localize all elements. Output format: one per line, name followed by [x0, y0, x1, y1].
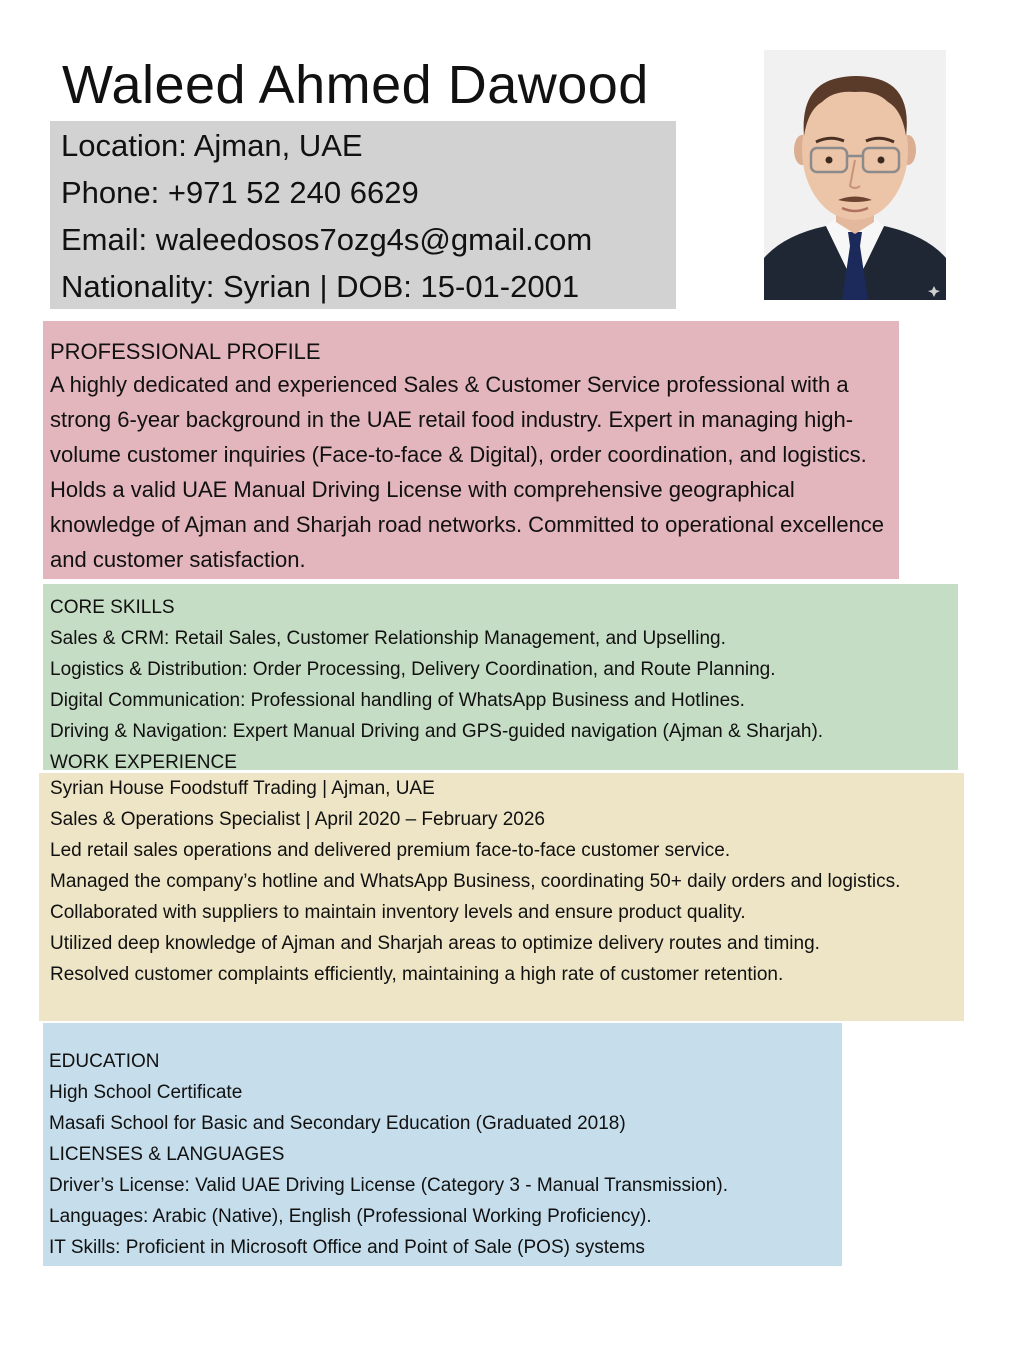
- education-school: Masafi School for Basic and Secondary Education (Graduated 2018): [49, 1113, 626, 1134]
- profile-photo: [764, 50, 946, 300]
- work-item: Collaborated with suppliers to maintain inventory levels and ensure product quality.: [50, 902, 746, 923]
- work-experience-section: [39, 773, 964, 1021]
- company-text: Syrian House Foodstuff Trading | Ajman, UAE: [50, 778, 435, 799]
- contact-block: [50, 121, 676, 309]
- education-licenses-section: [43, 1023, 842, 1266]
- license-item: IT Skills: Proficient in Microsoft Office and Point of Sale (POS) systems: [49, 1237, 645, 1258]
- profile-heading: PROFESSIONAL PROFILE: [50, 339, 321, 364]
- skill-item: Driving & Navigation: Expert Manual Driving and GPS-guided navigation (Ajman & Sharjah).: [50, 721, 824, 742]
- skill-item: Sales & CRM: Retail Sales, Customer Relationship Management, and Upselling.: [50, 628, 726, 649]
- profile-text: A highly dedicated and experienced Sales & Customer Service professional with a strong 6-year background in the UAE retail food industry. Expert in managing high-volume customer inquiries (Face-to-face & Digital), order coordination, and logistics. Holds a valid UAE Manual Driving License with comprehensive geographical knowledge of Ajman and Sharjah road networks. Committed to operational excellence and customer satisfaction.: [50, 372, 885, 572]
- phone-text: Phone: +971 52 240 6629: [61, 175, 419, 210]
- email-text: Email: waleedosos7ozg4s@gmail.com: [61, 222, 593, 257]
- education-degree: High School Certificate: [49, 1082, 243, 1103]
- portrait-illustration: [764, 50, 946, 300]
- location-text: Location: Ajman, UAE: [61, 128, 363, 163]
- skill-item: Digital Communication: Professional handling of WhatsApp Business and Hotlines.: [50, 690, 745, 711]
- work-item: Resolved customer complaints efficiently, maintaining a high rate of customer retention.: [50, 964, 784, 985]
- role-text: Sales & Operations Specialist | April 2020 – February 2026: [50, 809, 545, 830]
- professional-profile-section: [43, 321, 899, 579]
- work-item: Utilized deep knowledge of Ajman and Sharjah areas to optimize delivery routes and timing.: [50, 933, 820, 954]
- license-item: Driver’s License: Valid UAE Driving License (Category 3 - Manual Transmission).: [49, 1175, 728, 1196]
- core-skills-section: [43, 584, 958, 773]
- skills-heading: CORE SKILLS: [50, 597, 175, 618]
- work-item: Led retail sales operations and delivered premium face-to-face customer service.: [50, 840, 731, 861]
- work-heading: WORK EXPERIENCE: [50, 752, 237, 773]
- nationality-dob-text: Nationality: Syrian | DOB: 15-01-2001: [61, 269, 580, 304]
- work-item: Managed the company’s hotline and WhatsApp Business, coordinating 50+ daily orders and logistics.: [50, 871, 901, 892]
- candidate-name: Waleed Ahmed Dawood: [62, 55, 649, 115]
- education-heading: EDUCATION: [49, 1051, 160, 1072]
- skill-item: Logistics & Distribution: Order Processing, Delivery Coordination, and Route Planning.: [50, 659, 776, 680]
- license-item: Languages: Arabic (Native), English (Professional Working Proficiency).: [49, 1206, 652, 1227]
- licenses-heading: LICENSES & LANGUAGES: [49, 1144, 285, 1165]
